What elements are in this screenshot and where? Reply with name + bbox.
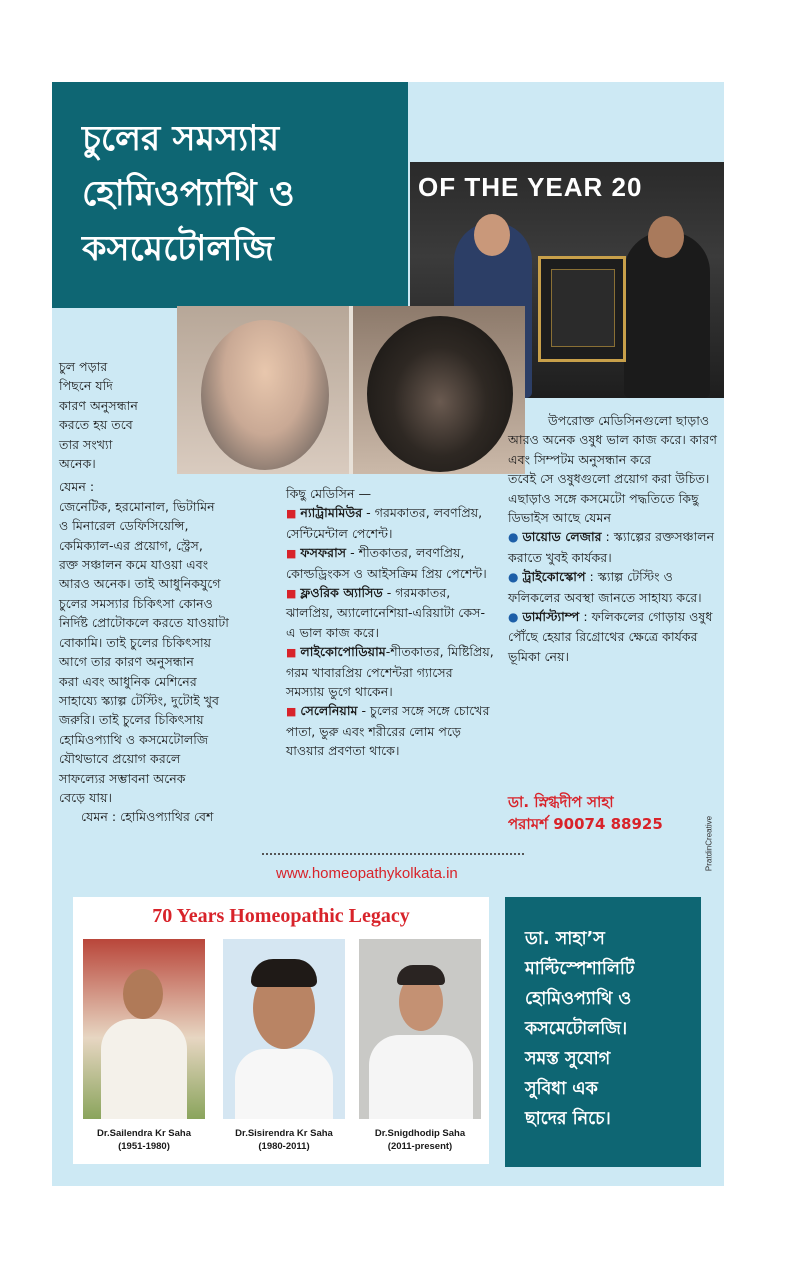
device-item: ● ডায়োড লেজার : স্ক্যাল্পের রক্তসঞ্চালন করাতে খুবই কার্যকর। [508,529,715,565]
medicine-heading: কিছু মেডিসিন — [286,486,372,501]
portrait-sisirendra [223,939,345,1119]
text-line: কারণ অনুসন্ধান [59,397,138,413]
device-item: ● ডার্মাস্ট্যাম্প : ফলিকলের গোড়ায় ওষুধ পৌঁছে হেয়ার রিগ্রোথের ক্ষেত্রে কার্যকর ভূমিকা নেয়। [508,609,713,664]
text-line: করা এবং আধুনিক মেশিনের [59,673,197,689]
text-line: বেড়ে যায়। [59,789,113,805]
text-line: যেমন : [59,479,95,495]
doctor-contact [508,791,663,835]
consult-phone: পরামর্শ 90074 88925 [508,815,663,833]
text-paragraph: তবেই সে ওষুধগুলো প্রয়োগ করা উচিত। [508,471,710,487]
medicine-item: ■ ন্যাট্রামমিউর - গরমকাতর, লবণপ্রিয়, সেন্টিমেন্টাল পেশেন্ট। [286,505,483,541]
medicine-item: ■ সেলেনিয়াম - চুলের সঙ্গে সঙ্গে চোখের পাতা, ভুরু এবং শরীরের লোম পড়ে যাওয়ার প্রবণতা থাকে। [286,703,490,759]
text-line: অনেক। [59,456,96,472]
text-line: জরুরি। তাই চুলের চিকিৎসায় [59,712,204,728]
award-banner-text: OF THE YEAR 20 [418,172,643,202]
headline-line: হোমিওপ্যাথি ও [82,174,295,214]
column-2 [286,484,494,761]
award-certificate [538,256,626,362]
text-line: ও মিনারেল ডেফিসিয়েন্সি, [59,518,189,534]
text-line: আগে তার কারণ অনুসন্ধান [59,654,194,670]
person-name: Dr.Snigdhodip Saha (2011-present) [374,1128,466,1152]
text-line: জেনেটিক, হরমোনাল, ভিটামিন [59,498,215,514]
text-line: চুলের সমস্যার চিকিৎসা কোনও [59,595,213,611]
website-link[interactable]: www.homeopathykolkata.in [276,865,458,882]
text-line: যেমন : হোমিওপ্যাথির বেশ [81,809,214,825]
legacy-title: 70 Years Homeopathic Legacy [152,905,410,927]
text-paragraph: এছাড়াও সঙ্গে কসমেটো পদ্ধতিতে কিছু ডিভাইস আছে যেমন [508,490,699,526]
photo-credit: PratdinCreative [704,815,714,872]
medicine-item: ■ লাইকোপোডিয়াম-শীতকাতর, মিষ্টিপ্রিয়, গরম খাবারপ্রিয় পেশেন্টরা গ্যাসের সমস্যায় ভুগে থাকেন। [286,644,494,700]
device-item: ● ট্রাইকোস্কোপ : স্ক্যাল্প টেস্টিং ও ফলিকলের অবস্থা জানতে সাহায্য করে। [508,569,702,605]
text-line: পিছনে যদি [59,378,113,394]
text-line: রক্ত সঞ্চালন কমে যাওয়া এবং [59,557,209,573]
text-paragraph: উপরোক্ত মেডিসিনগুলো ছাড়াও আরও অনেক ওষুধ ভাল কাজ করে। কারণ এবং সিম্পটম অনুসন্ধান করে [508,413,717,467]
medicine-item: ■ ফ্লওরিক অ্যাসিড - গরমকাতর, ঝালপ্রিয়, অ্যালোনেশিয়া-এরিয়াটা কেস-এ ভাল কাজ করে। [286,585,486,640]
text-line: হোমিওপ্যাথি ও কসমেটোলজি [59,731,209,747]
text-line: আরও অনেক। তাই আধুনিকযুগে [59,576,221,592]
portrait-sailendra [83,939,205,1119]
text-line: করতে হয় তবে [59,417,133,433]
person-name: Dr.Sailendra Kr Saha (1951-1980) [97,1128,191,1152]
text-line: যৌথভাবে প্রয়োগ করলে [59,751,181,767]
headline [82,112,402,277]
person-name: Dr.Sisirendra Kr Saha (1980-2011) [235,1128,333,1152]
text-line: চুল পড়ার [59,359,108,374]
hair-photo-right [353,306,525,474]
portrait-snigdhodip [359,939,481,1119]
column-3 [508,411,720,666]
text-line: কেমিক্যাল-এর প্রয়োগ, স্ট্রেস, [59,537,203,553]
legacy-box [73,897,489,1164]
column-1 [59,357,269,827]
text-line: সাহায্যে স্ক্যাল্প টেস্টিং, দুটোই খুব [59,692,220,708]
headline-line: কসমেটোলজি [82,229,274,269]
person-right [624,232,710,398]
dotted-divider [262,853,524,855]
text-line: তার সংখ্যা [59,436,113,452]
medicine-item: ■ ফসফরাস - শীতকাতর, লবণপ্রিয়, কোল্ডড্রিংকস ও আইসক্রিম প্রিয় পেশেন্ট। [286,545,487,581]
text-line: সাফল্যের সম্ভাবনা অনেক [59,770,186,786]
clinic-tagline: ডা. সাহা’স মাল্টিস্পেশালিটি হোমিওপ্যাথি ও কসমেটোলজি। সমস্ত সুযোগ সুবিধা এক ছাদের নিচে। [525,929,635,1129]
text-line: বোকামি। তাই চুলের চিকিৎসায় [59,634,212,650]
headline-line: চুলের সমস্যায় [82,119,280,159]
text-line: নির্দিষ্ট প্রোটোকলে করতে যাওয়াটা [59,615,229,631]
doctor-name: ডা. স্নিগ্ধদীপ সাহা [508,793,614,811]
